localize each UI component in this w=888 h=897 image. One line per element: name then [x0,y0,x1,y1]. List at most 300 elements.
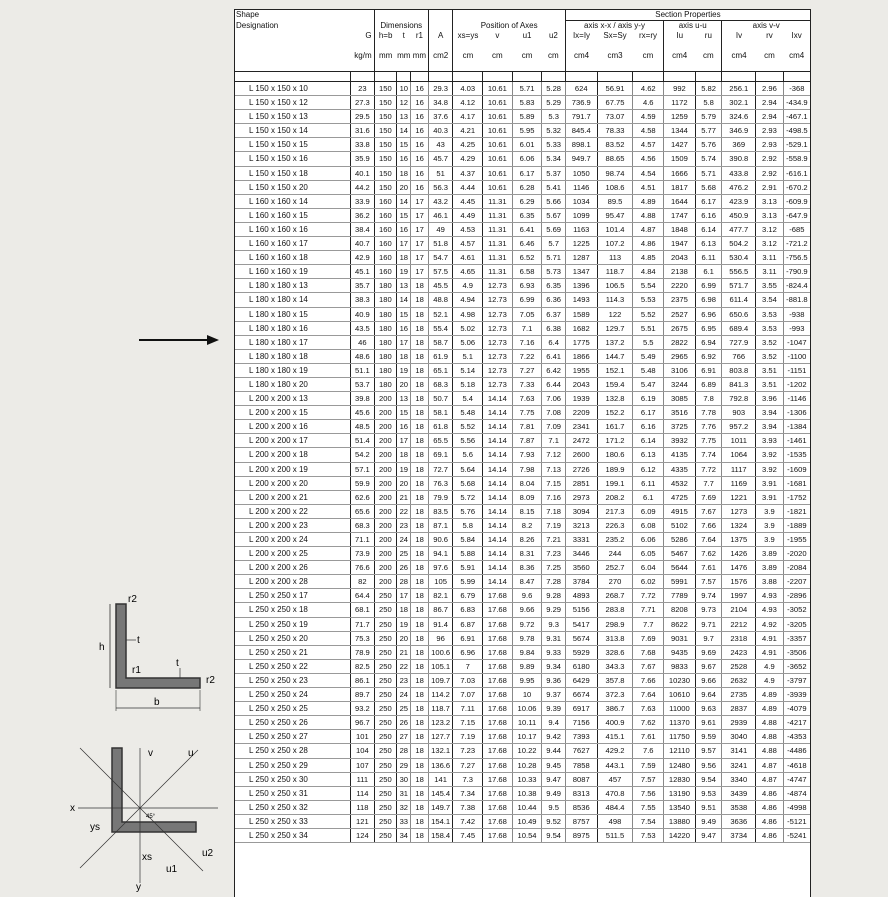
value-cell: 18 [397,603,411,617]
value-cell: 250 [374,828,397,842]
value-cell: 4915 [664,504,696,518]
value-cell: 7.7 [633,617,664,631]
value-cell: 200 [374,476,397,490]
value-cell: 15 [397,406,411,420]
value-cell: 18 [411,603,428,617]
value-cell: 1064 [722,448,756,462]
value-cell: 200 [374,434,397,448]
value-cell: 20 [397,377,411,391]
value-cell: 250 [374,800,397,814]
col-unit: cm4 [565,41,597,72]
shape-designation-cell: L 180 x 180 x 14 [235,293,351,307]
header-shape: Shape [236,10,260,20]
value-cell: 9.74 [695,589,722,603]
value-cell: -467.1 [783,110,810,124]
value-cell: 3.92 [756,448,784,462]
value-cell: 7.25 [542,561,566,575]
col-unit: mm [412,51,427,60]
value-cell: 7 [453,659,483,673]
value-cell: 10230 [664,673,696,687]
shape-designation-cell: L 180 x 180 x 13 [235,279,351,293]
fig2-label-u1: u1 [166,864,178,875]
value-cell: 73.9 [351,547,375,561]
value-cell: 6.36 [542,293,566,307]
value-cell: 357.8 [597,673,633,687]
value-cell: -529.1 [783,138,810,152]
value-cell: 15 [397,307,411,321]
value-cell: 29.5 [351,110,375,124]
value-cell: 2043 [565,377,597,391]
value-cell: 7.28 [542,575,566,589]
value-cell: 68.1 [351,603,375,617]
value-cell: 12.73 [483,349,513,363]
value-cell: 6.38 [542,321,566,335]
table-row [235,547,810,561]
value-cell: 19 [397,617,411,631]
value-cell: 484.4 [597,800,633,814]
value-cell: 250 [374,673,397,687]
col-symbol: G [365,31,372,40]
value-cell: -4998 [783,800,810,814]
table-header [235,10,810,72]
shape-designation-cell: L 180 x 180 x 18 [235,349,351,363]
value-cell: 8975 [565,828,597,842]
value-cell: 3.51 [756,377,784,391]
value-cell: 9.59 [695,730,722,744]
value-cell: 158.4 [428,828,453,842]
value-cell: 18 [411,659,428,673]
col-unit: cm [492,51,503,60]
value-cell: 3213 [565,518,597,532]
value-cell: 14.14 [483,547,513,561]
value-cell: 199.1 [597,476,633,490]
value-cell: -3652 [783,659,810,673]
value-cell: 160 [374,194,397,208]
value-cell: 4.92 [756,617,784,631]
value-cell: 68.3 [351,518,375,532]
value-cell: 12.73 [483,321,513,335]
value-cell: 18 [411,800,428,814]
value-cell: 35.7 [351,279,375,293]
value-cell: 10.49 [512,814,542,828]
value-cell: 21 [397,645,411,659]
value-cell: 9.39 [542,702,566,716]
value-cell: 180 [374,307,397,321]
value-cell: 17 [411,194,428,208]
value-cell: 346.9 [722,124,756,138]
value-cell: 1287 [565,251,597,265]
value-cell: 160 [374,222,397,236]
value-cell: 18 [411,730,428,744]
value-cell: 4.91 [756,645,784,659]
shape-designation-cell: L 200 x 200 x 28 [235,575,351,589]
value-cell: 31.6 [351,124,375,138]
value-cell: 200 [374,420,397,434]
value-cell: -3052 [783,603,810,617]
value-cell: 9.51 [695,800,722,814]
value-cell: 24 [397,533,411,547]
value-cell: 16 [411,166,428,180]
value-cell: -4217 [783,716,810,730]
value-cell: 7.15 [542,476,566,490]
value-cell: 18 [411,814,428,828]
header-axis-uu: axis u-u [664,21,722,32]
value-cell: 10 [397,82,411,96]
value-cell: -1461 [783,434,810,448]
value-cell: 160 [374,237,397,251]
value-cell: 1997 [722,589,756,603]
section-properties-table [235,10,810,843]
value-cell: 82 [351,575,375,589]
value-cell: 6.4 [542,335,566,349]
value-cell: 270 [597,575,633,589]
shape-designation-cell: L 200 x 200 x 22 [235,504,351,518]
value-cell: 3.91 [756,476,784,490]
fig1-label-r1: r1 [132,665,141,676]
value-cell: 7393 [565,730,597,744]
shape-designation-cell: L 180 x 180 x 15 [235,307,351,321]
value-cell: 10.44 [512,800,542,814]
value-cell: 6.09 [633,504,664,518]
value-cell: 53.7 [351,377,375,391]
value-cell: 2.92 [756,166,784,180]
shape-designation-cell: L 250 x 250 x 33 [235,814,351,828]
value-cell: 8622 [664,617,696,631]
value-cell: 18 [411,575,428,589]
value-cell: 2632 [722,673,756,687]
value-cell: 9.71 [695,617,722,631]
table-row [235,138,810,152]
value-cell: 6.35 [512,208,542,222]
value-cell: 1644 [664,194,696,208]
value-cell: 4.25 [453,138,483,152]
value-cell: 17.68 [483,631,513,645]
value-cell: 5.49 [633,349,664,363]
value-cell: 3.94 [756,406,784,420]
value-cell: 4.61 [453,251,483,265]
value-cell: 69.1 [428,448,453,462]
value-cell: 6.17 [633,406,664,420]
shape-designation-cell: L 250 x 250 x 34 [235,828,351,842]
shape-designation-cell: L 150 x 150 x 12 [235,96,351,110]
value-cell: 6.04 [633,561,664,575]
value-cell: 9.47 [542,772,566,786]
value-cell: 400.9 [597,716,633,730]
fig2-label-v: v [148,748,153,759]
col-unit: cm4 [789,51,805,60]
table-row [235,335,810,349]
value-cell: 65.5 [428,434,453,448]
value-cell: 3.91 [756,490,784,504]
value-cell: 82.1 [428,589,453,603]
value-cell: 200 [374,561,397,575]
value-cell: 56.91 [597,82,633,96]
value-cell: 4.03 [453,82,483,96]
value-cell: 3085 [664,392,696,406]
shape-designation-cell: L 200 x 200 x 20 [235,476,351,490]
value-cell: 7.66 [695,518,722,532]
value-cell: 100.6 [428,645,453,659]
value-cell: 4.59 [633,110,664,124]
value-cell: 17 [397,237,411,251]
value-cell: 5.71 [695,166,722,180]
value-cell: 51.4 [351,434,375,448]
value-cell: -1146 [783,392,810,406]
col-unit: cm [642,51,654,60]
value-cell: 10.17 [512,730,542,744]
value-cell: 3244 [664,377,696,391]
table-row [235,448,810,462]
value-cell: 87.1 [428,518,453,532]
value-cell: 25 [397,702,411,716]
value-cell: -1100 [783,349,810,363]
fig2-label-xs: xs [142,852,152,863]
table-row [235,208,810,222]
value-cell: 12.73 [483,279,513,293]
value-cell: 470.8 [597,786,633,800]
value-cell: 1947 [664,237,696,251]
value-cell: 11000 [664,702,696,716]
value-cell: 3241 [722,758,756,772]
value-cell: 3.9 [756,504,784,518]
col-unit: cm [764,51,775,60]
value-cell: 14 [397,194,411,208]
shape-designation-cell: L 160 x 160 x 14 [235,194,351,208]
table-row [235,420,810,434]
value-cell: 5.48 [453,406,483,420]
value-cell: 17 [397,434,411,448]
value-cell: 54.2 [351,448,375,462]
value-cell: 51.1 [351,363,375,377]
value-cell: 86.1 [351,673,375,687]
value-cell: 45.5 [428,279,453,293]
value-cell: -1821 [783,504,810,518]
table-row [235,237,810,251]
value-cell: 200 [374,448,397,462]
value-cell: 10610 [664,688,696,702]
value-cell: 26 [397,561,411,575]
value-cell: 18 [411,533,428,547]
value-cell: 200 [374,462,397,476]
value-cell: 10.28 [512,758,542,772]
value-cell: 12.73 [483,293,513,307]
value-cell: -4874 [783,786,810,800]
value-cell: 16 [397,152,411,166]
col-unit: cm4 [664,41,696,72]
value-cell: 1034 [565,194,597,208]
value-cell: 40.7 [351,237,375,251]
value-cell: 9.6 [512,589,542,603]
shape-designation-cell: L 200 x 200 x 21 [235,490,351,504]
value-cell: 28 [397,575,411,589]
value-cell: 5.4 [453,392,483,406]
value-cell: 250 [374,617,397,631]
value-cell: 18 [411,462,428,476]
value-cell: 3331 [565,533,597,547]
shape-designation-cell: L 250 x 250 x 30 [235,772,351,786]
shape-designation-cell: L 150 x 150 x 20 [235,180,351,194]
shape-designation-cell: L 160 x 160 x 15 [235,208,351,222]
value-cell: 124 [351,828,375,842]
value-cell: 18 [397,251,411,265]
value-cell: -1047 [783,335,810,349]
value-cell: 200 [374,490,397,504]
value-cell: 3094 [565,504,597,518]
shape-designation-cell: L 200 x 200 x 25 [235,547,351,561]
value-cell: 6.16 [633,420,664,434]
value-cell: 46 [351,335,375,349]
value-cell: 200 [374,504,397,518]
value-cell: 10.06 [512,702,542,716]
value-cell: 3636 [722,814,756,828]
value-cell: 4532 [664,476,696,490]
value-cell: 1172 [664,96,696,110]
value-cell: 73.07 [597,110,633,124]
value-cell: -1384 [783,420,810,434]
value-cell: 7.56 [633,786,664,800]
value-cell: 160 [374,208,397,222]
value-cell: 5.82 [695,82,722,96]
value-cell: -721.2 [783,237,810,251]
value-cell: 5.79 [695,110,722,124]
value-cell: 7.22 [512,349,542,363]
value-cell: 6.44 [542,377,566,391]
value-cell: 256.1 [722,82,756,96]
value-cell: 150 [374,110,397,124]
fig1-label-t: t [137,635,140,646]
value-cell: 18 [411,434,428,448]
col-symbol: Sx=Sy [603,31,627,40]
value-cell: -2896 [783,589,810,603]
value-cell: 7.06 [542,392,566,406]
value-cell: 16 [411,180,428,194]
value-cell: -3797 [783,673,810,687]
value-cell: 5.68 [695,180,722,194]
value-cell: 6.96 [453,645,483,659]
value-cell: 4.88 [756,730,784,744]
value-cell: 6.13 [633,448,664,462]
header-units-row [235,41,810,72]
value-cell: 1273 [722,504,756,518]
value-cell: 6180 [565,659,597,673]
value-cell: 4135 [664,448,696,462]
table-row [235,659,810,673]
value-cell: 14.14 [483,434,513,448]
value-cell: 6.99 [512,293,542,307]
value-cell: 9.3 [542,617,566,631]
value-cell: 29.3 [428,82,453,96]
value-cell: 145.4 [428,786,453,800]
value-cell: 6.17 [695,194,722,208]
table-row [235,96,810,110]
value-cell: 4.89 [756,702,784,716]
value-cell: 150 [374,152,397,166]
value-cell: -434.9 [783,96,810,110]
value-cell: 72.7 [428,462,453,476]
table-row [235,265,810,279]
col-symbol: Ixv [791,31,802,40]
value-cell: 114 [351,786,375,800]
value-cell: 14.14 [483,420,513,434]
value-cell: 17.68 [483,659,513,673]
value-cell: -3506 [783,645,810,659]
value-cell: 9.67 [695,659,722,673]
value-cell: 5.48 [633,363,664,377]
value-cell: 3784 [565,575,597,589]
value-cell: 33 [397,814,411,828]
value-cell: 949.7 [565,152,597,166]
value-cell: 477.7 [722,222,756,236]
value-cell: 108.6 [597,180,633,194]
table-row [235,392,810,406]
value-cell: 13540 [664,800,696,814]
value-cell: 8.47 [512,575,542,589]
value-cell: 33.8 [351,138,375,152]
value-cell: 5.5 [633,335,664,349]
value-cell: 5.64 [453,462,483,476]
value-cell: 2965 [664,349,696,363]
value-cell: 4.37 [453,166,483,180]
value-cell: 6917 [565,702,597,716]
value-cell: 4.12 [453,96,483,110]
value-cell: 6.98 [695,293,722,307]
value-cell: 132.8 [597,392,633,406]
shape-designation-cell: L 250 x 250 x 18 [235,603,351,617]
value-cell: 3560 [565,561,597,575]
value-cell: 1375 [722,533,756,547]
value-cell: 40.9 [351,307,375,321]
header-axis-xy: axis x-x / axis y-y [565,21,663,32]
value-cell: 8.2 [512,518,542,532]
value-cell: 5.68 [453,476,483,490]
value-cell: 6.1 [633,490,664,504]
value-cell: 5.69 [542,222,566,236]
value-cell: -881.8 [783,293,810,307]
value-cell: 16 [411,82,428,96]
value-cell: 17.68 [483,716,513,730]
col-symbol: r1 [415,31,423,40]
value-cell: 7.61 [695,561,722,575]
value-cell: 12110 [664,744,696,758]
value-cell: 2527 [664,307,696,321]
value-cell: 2043 [664,251,696,265]
value-cell: 3.92 [756,462,784,476]
value-cell: 302.1 [722,96,756,110]
value-cell: 3.13 [756,208,784,222]
table-row [235,307,810,321]
value-cell: 137.2 [597,335,633,349]
col-symbol: rv [766,31,773,40]
value-cell: 13880 [664,814,696,828]
value-cell: 104 [351,744,375,758]
value-cell: 5.3 [542,110,566,124]
value-cell: 160 [374,265,397,279]
shape-designation-cell: L 250 x 250 x 31 [235,786,351,800]
value-cell: 372.3 [597,688,633,702]
value-cell: 250 [374,645,397,659]
value-cell: 37.6 [428,110,453,124]
value-cell: 7.16 [512,335,542,349]
value-cell: 556.5 [722,265,756,279]
value-cell: 5.29 [542,96,566,110]
value-cell: 235.2 [597,533,633,547]
value-cell: 3106 [664,363,696,377]
value-cell: 1476 [722,561,756,575]
value-cell: 11.31 [483,251,513,265]
value-cell: 4.86 [756,800,784,814]
value-cell: 17 [411,237,428,251]
value-cell: 1866 [565,349,597,363]
